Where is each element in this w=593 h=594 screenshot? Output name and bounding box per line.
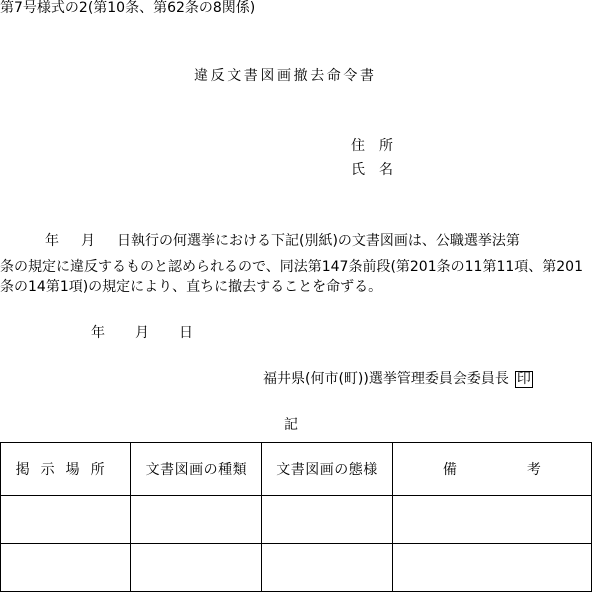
- header-document-form: 文書図画の態様: [262, 443, 392, 496]
- table-cell: [392, 544, 591, 592]
- table-row: [1, 496, 592, 544]
- body-month: 月: [81, 233, 95, 249]
- body-line-1: [45, 233, 520, 249]
- table-cell: [131, 496, 262, 544]
- seal-mark: 印: [516, 371, 531, 387]
- body-line-3: 条の14第1項)の規定により、直ちに撤去することを命ずる。: [0, 279, 383, 295]
- date-line: [91, 325, 193, 341]
- table-header-row: [1, 443, 592, 496]
- table-cell: [1, 496, 131, 544]
- table-cell: [262, 544, 392, 592]
- body-line-1-text: 日執行の何選挙における下記(別紙)の文書図画は、公職選挙法第: [117, 233, 520, 249]
- body-line-2: 条の規定に違反するものと認められるので、同法第147条前段(第201条の11第11項、第201: [0, 259, 583, 275]
- date-month: 月: [135, 325, 149, 341]
- body-year: 年: [45, 233, 59, 249]
- document-title: 違反文書図画撤去命令書: [194, 68, 377, 84]
- date-year: 年: [91, 325, 105, 341]
- table-row: [1, 544, 592, 592]
- header-location: 掲示場所: [1, 443, 131, 496]
- table-cell: [131, 544, 262, 592]
- ki-label: 記: [284, 417, 298, 433]
- date-day: 日: [179, 325, 193, 341]
- table-cell: [262, 496, 392, 544]
- attachment-table: [0, 442, 592, 592]
- header-remarks: 備 考: [392, 443, 591, 496]
- signer-line: [263, 371, 533, 388]
- table-cell: [392, 496, 591, 544]
- name-label: 氏 名: [351, 162, 393, 178]
- signer-title: 福井県(何市(町))選挙管理委員会委員長: [263, 371, 509, 387]
- address-label: 住 所: [351, 138, 393, 154]
- form-number: 第7号様式の2(第10条、第62条の8関係): [0, 0, 256, 16]
- table-cell: [1, 544, 131, 592]
- header-document-type: 文書図画の種類: [131, 443, 262, 496]
